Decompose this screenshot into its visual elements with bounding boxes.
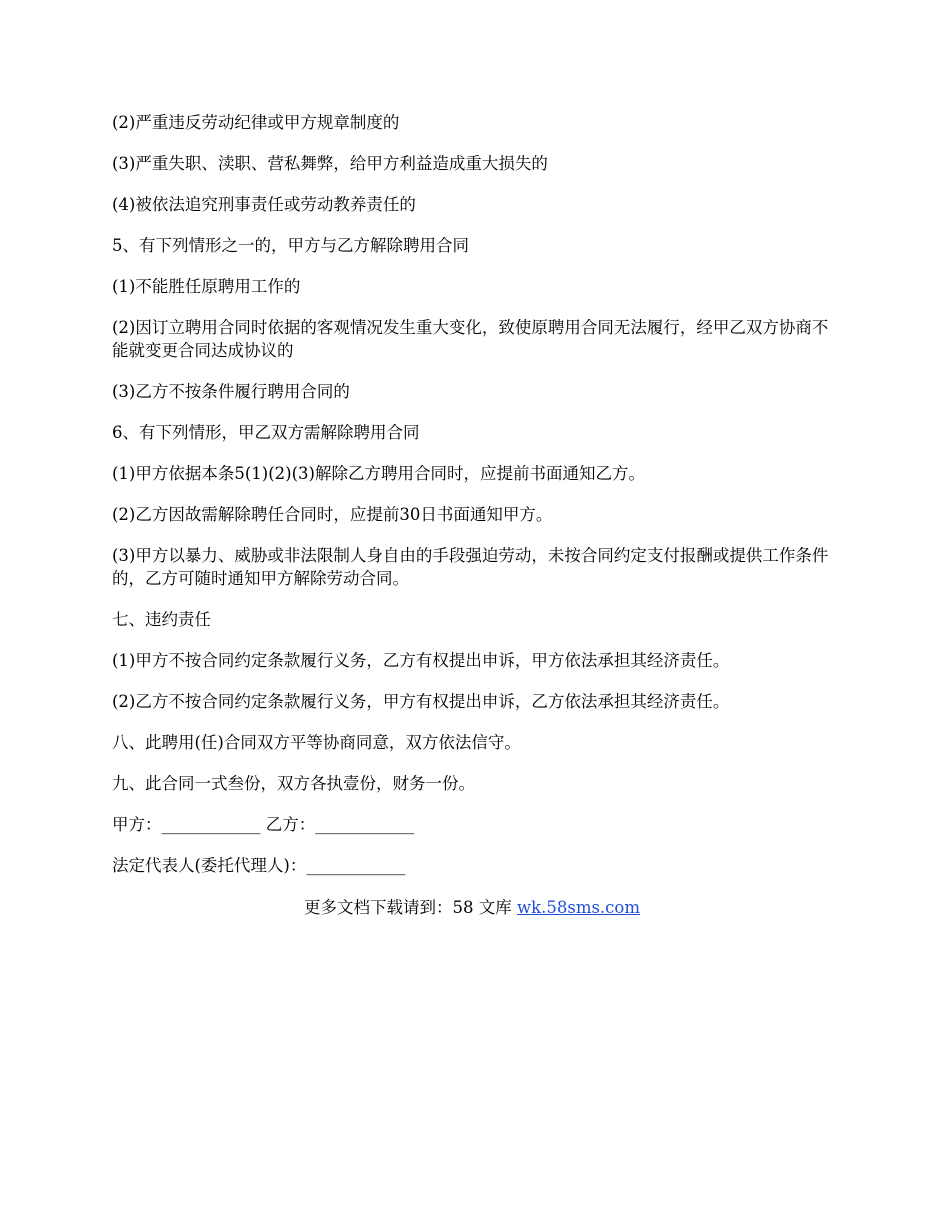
section-heading: 九、此合同一式叁份，双方各执壹份，财务一份。: [112, 774, 475, 793]
footer-text: 更多文档下载请到：58 文库: [303, 898, 517, 917]
signature-representative-line: 法定代表人(委托代理人)：____________: [112, 856, 406, 875]
clause-paragraph: (3)严重失职、渎职、营私舞弊，给甲方利益造成重大损失的: [112, 154, 548, 173]
section-heading: 七、违约责任: [112, 610, 211, 629]
clause-paragraph: (2)严重违反劳动纪律或甲方规章制度的: [112, 113, 400, 132]
signature-party-line: 甲方：____________ 乙方：____________: [112, 815, 415, 834]
clause-paragraph: (3)乙方不按条件履行聘用合同的: [112, 382, 350, 401]
clause-paragraph: (1)甲方不按合同约定条款履行义务，乙方有权提出申诉，甲方依法承担其经济责任。: [112, 651, 730, 670]
section-heading: 八、此聘用(任)合同双方平等协商同意，双方依法信守。: [112, 733, 521, 752]
download-footer: [112, 896, 832, 919]
section-heading: 6、有下列情形，甲乙双方需解除聘用合同: [112, 423, 420, 442]
clause-paragraph: (2)因订立聘用合同时依据的客观情况发生重大变化，致使原聘用合同无法履行，经甲乙双方协商不能就变更合同达成协议的: [112, 318, 829, 360]
clause-paragraph: (1)甲方依据本条5(1)(2)(3)解除乙方聘用合同时，应提前书面通知乙方。: [112, 464, 645, 483]
footer-link[interactable]: wk.58sms.com: [516, 898, 640, 917]
clause-paragraph: (2)乙方因故需解除聘任合同时，应提前30日书面通知甲方。: [112, 505, 553, 524]
clause-paragraph: (1)不能胜任原聘用工作的: [112, 277, 301, 296]
document-body: [112, 111, 832, 895]
clause-paragraph: (2)乙方不按合同约定条款履行义务，甲方有权提出申诉，乙方依法承担其经济责任。: [112, 692, 730, 711]
section-heading: 5、有下列情形之一的，甲方与乙方解除聘用合同: [112, 236, 469, 255]
clause-paragraph: (3)甲方以暴力、威胁或非法限制人身自由的手段强迫劳动，未按合同约定支付报酬或提供工作条件的，乙方可随时通知甲方解除劳动合同。: [112, 546, 829, 588]
clause-paragraph: (4)被依法追究刑事责任或劳动教养责任的: [112, 195, 416, 214]
